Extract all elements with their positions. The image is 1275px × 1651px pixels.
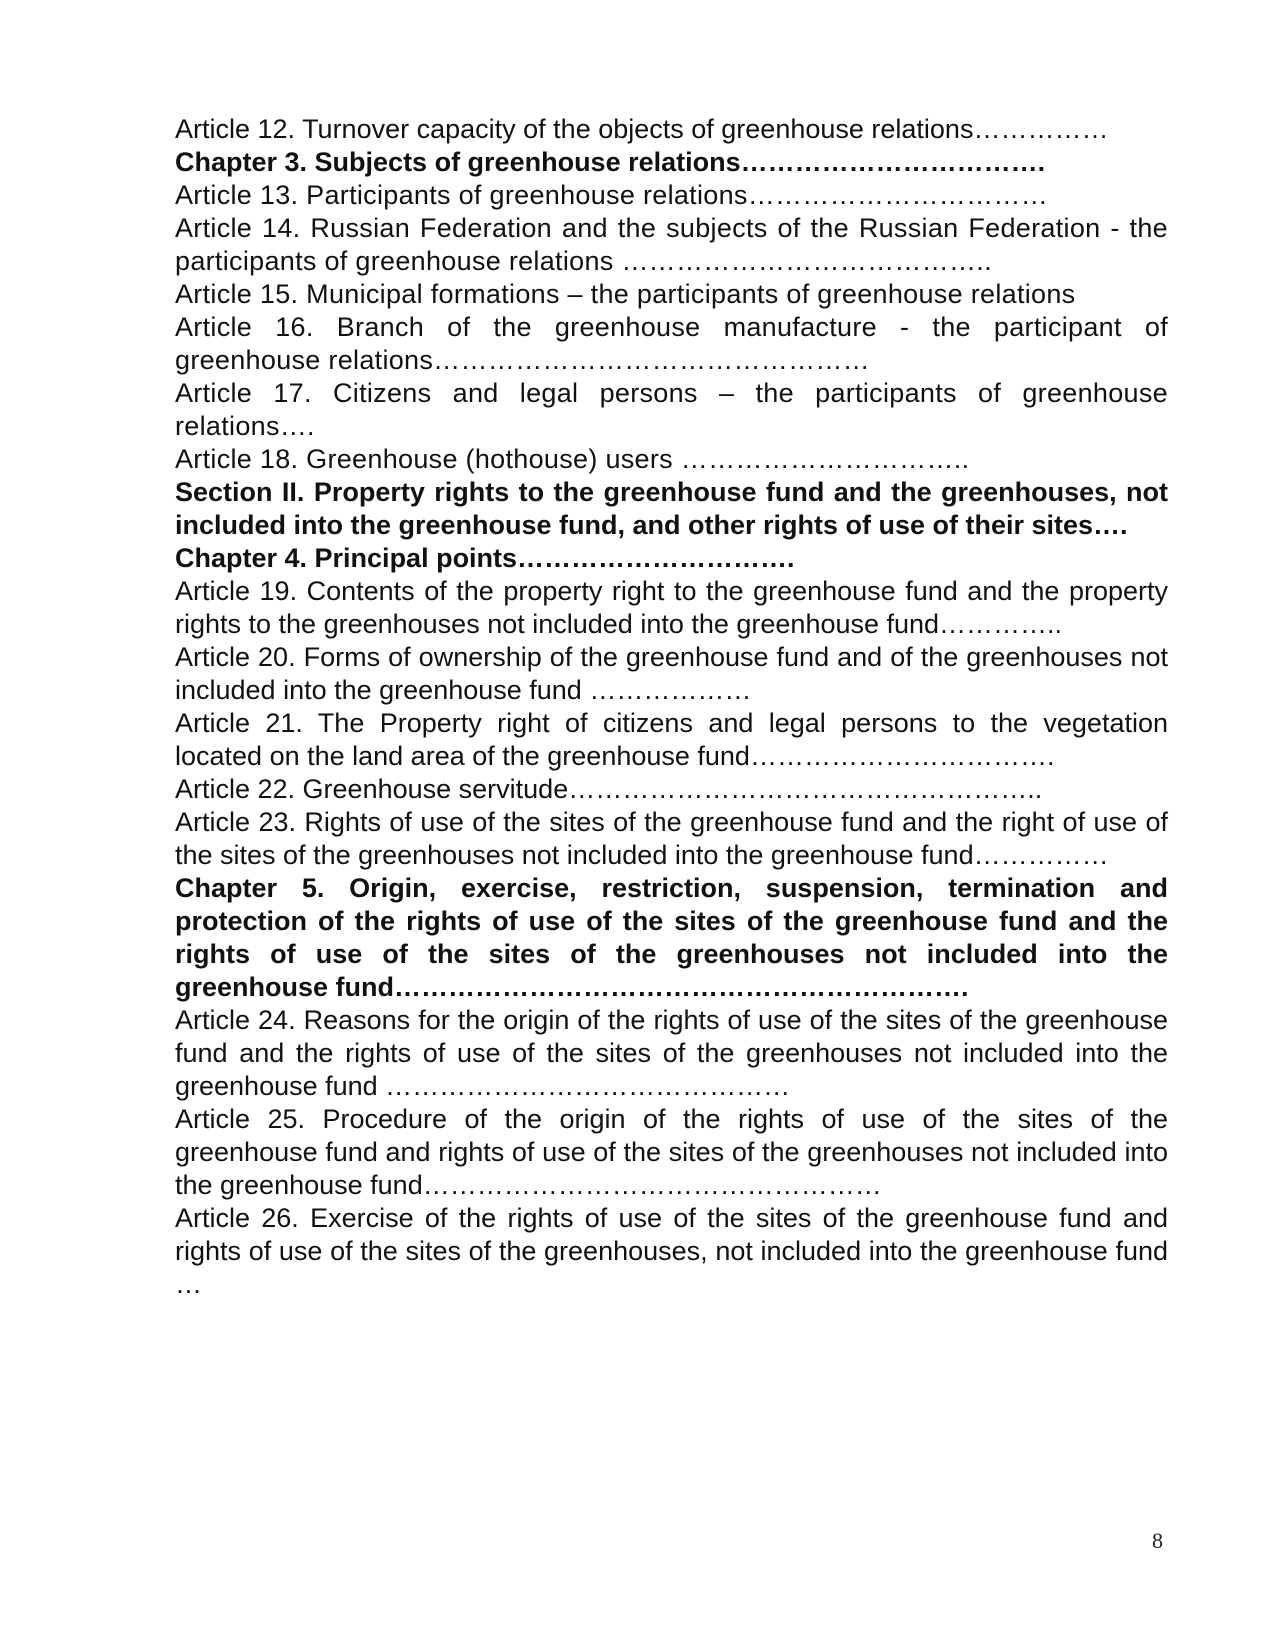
toc-entry-article-14: Article 14. Russian Federation and the subjects of the Russian Federation - the participants of greenhouse relations ………………………………….. [175, 213, 1168, 276]
toc-entry-article-18: Article 18. Greenhouse (hothouse) users ………………………….. [175, 444, 970, 474]
table-of-contents [175, 113, 1168, 1301]
page-number: 8 [1152, 1528, 1163, 1553]
toc-entry-chapter-5: Chapter 5. Origin, exercise, restriction, suspension, termination and protection of the rights of use of the sites of the greenhouse fund and the rights of use of the sites of the greenhouses not included into the greenhouse fund………………………………………………………. [175, 873, 1168, 1002]
toc-entry-section-2: Section II. Property rights to the greenhouse fund and the greenhouses, not included into the greenhouse fund, and other rights of use of their sites…. [175, 477, 1168, 540]
toc-entry-article-19: Article 19. Contents of the property right to the greenhouse fund and the property rights to the greenhouses not included into the greenhouse fund………….. [175, 576, 1168, 639]
toc-entry-article-24: Article 24. Reasons for the origin of the rights of use of the sites of the greenhouse fund and the rights of use of the sites of the greenhouses not included into the greenhouse fund ……………………………………… [175, 1005, 1168, 1101]
toc-entry-article-21: Article 21. The Property right of citizens and legal persons to the vegetation located on the land area of the greenhouse fund……………………………. [175, 708, 1168, 771]
toc-entry-article-22: Article 22. Greenhouse servitude…………………………………………….. [175, 774, 1043, 804]
toc-entry-article-16: Article 16. Branch of the greenhouse manufacture - the participant of greenhouse relations………………………………………… [175, 312, 1168, 375]
toc-entry-article-25: Article 25. Procedure of the origin of the rights of use of the sites of the greenhouse fund and rights of use of the sites of the greenhouses not included into the greenhouse fund…………………………………………… [175, 1104, 1168, 1200]
toc-entry-article-12: Article 12. Turnover capacity of the objects of greenhouse relations…………… [175, 114, 1109, 144]
toc-entry-chapter-4: Chapter 4. Principal points…………………………. [175, 543, 795, 573]
toc-entry-article-20: Article 20. Forms of ownership of the greenhouse fund and of the greenhouses not included into the greenhouse fund ……………… [175, 642, 1168, 705]
toc-entry-article-17: Article 17. Citizens and legal persons – the participants of greenhouse relations…. [175, 378, 1168, 441]
toc-entry-article-13: Article 13. Participants of greenhouse relations…………………………… [175, 180, 1049, 210]
toc-entry-chapter-3: Chapter 3. Subjects of greenhouse relations……………………………. [175, 147, 1046, 177]
toc-entry-article-23: Article 23. Rights of use of the sites of the greenhouse fund and the right of use of the sites of the greenhouses not included into the greenhouse fund…………… [175, 807, 1168, 870]
toc-entry-article-26: Article 26. Exercise of the rights of use of the sites of the greenhouse fund and rights of use of the sites of the greenhouses, not included into the greenhouse fund … [175, 1203, 1168, 1299]
toc-entry-article-15: Article 15. Municipal formations – the participants of greenhouse relations [175, 279, 1076, 309]
